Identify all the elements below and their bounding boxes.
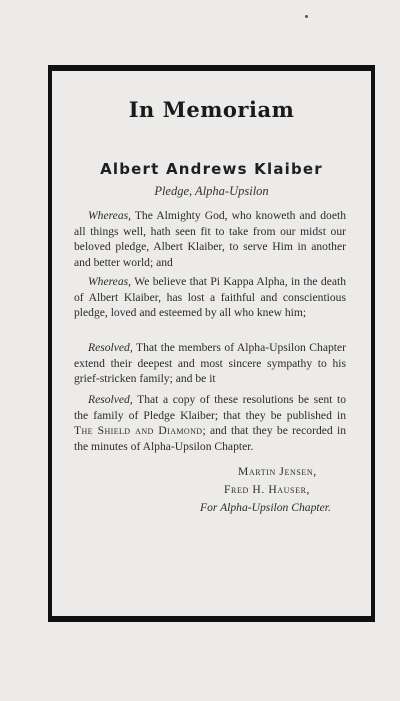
publication-title: The Shield and Diamond	[74, 424, 203, 437]
paragraph-lead: Resolved,	[88, 393, 133, 406]
paragraph-text: That a copy of these resolutions be sent to the family of Pledge Klaiber; that they be published in	[74, 393, 346, 422]
signature-fred-hauser: Fred H. Hauser,	[224, 483, 311, 496]
paragraph-lead: Whereas,	[88, 275, 132, 288]
paragraph-4	[74, 392, 346, 454]
paragraph-1	[74, 208, 346, 270]
paragraph-text: The Almighty God, who knoweth and doeth all things well, hath seen fit to take from our midst our beloved pledge, Albert Klaiber, to serve Him in another and better world; and	[74, 209, 346, 269]
paragraph-lead: Whereas,	[88, 209, 132, 222]
signature-chapter-line: For Alpha-Upsilon Chapter.	[200, 501, 331, 514]
paragraph-lead: Resolved,	[88, 341, 133, 354]
paper-speck	[305, 15, 308, 18]
deceased-subtitle: Pledge, Alpha-Upsilon	[154, 184, 269, 198]
paragraph-text: That the members of Alpha-Upsilon Chapter extend their deepest and most sincere sympathy to his grief-stricken family; and be it	[74, 341, 346, 385]
memoriam-heading: In Memoriam	[128, 97, 295, 122]
paragraph-text: ; and that they be recorded in the minutes of Alpha-Upsilon Chapter.	[74, 424, 346, 453]
deceased-name: Albert Andrews Klaiber	[100, 160, 323, 178]
paragraph-text: We believe that Pi Kappa Alpha, in the death of Albert Klaiber, has lost a faithful and conscientious pledge, loved and esteemed by all who knew him;	[74, 275, 346, 319]
paragraph-2	[74, 274, 346, 321]
signature-martin-jensen: Martin Jensen,	[238, 465, 317, 478]
paragraph-3	[74, 340, 346, 387]
